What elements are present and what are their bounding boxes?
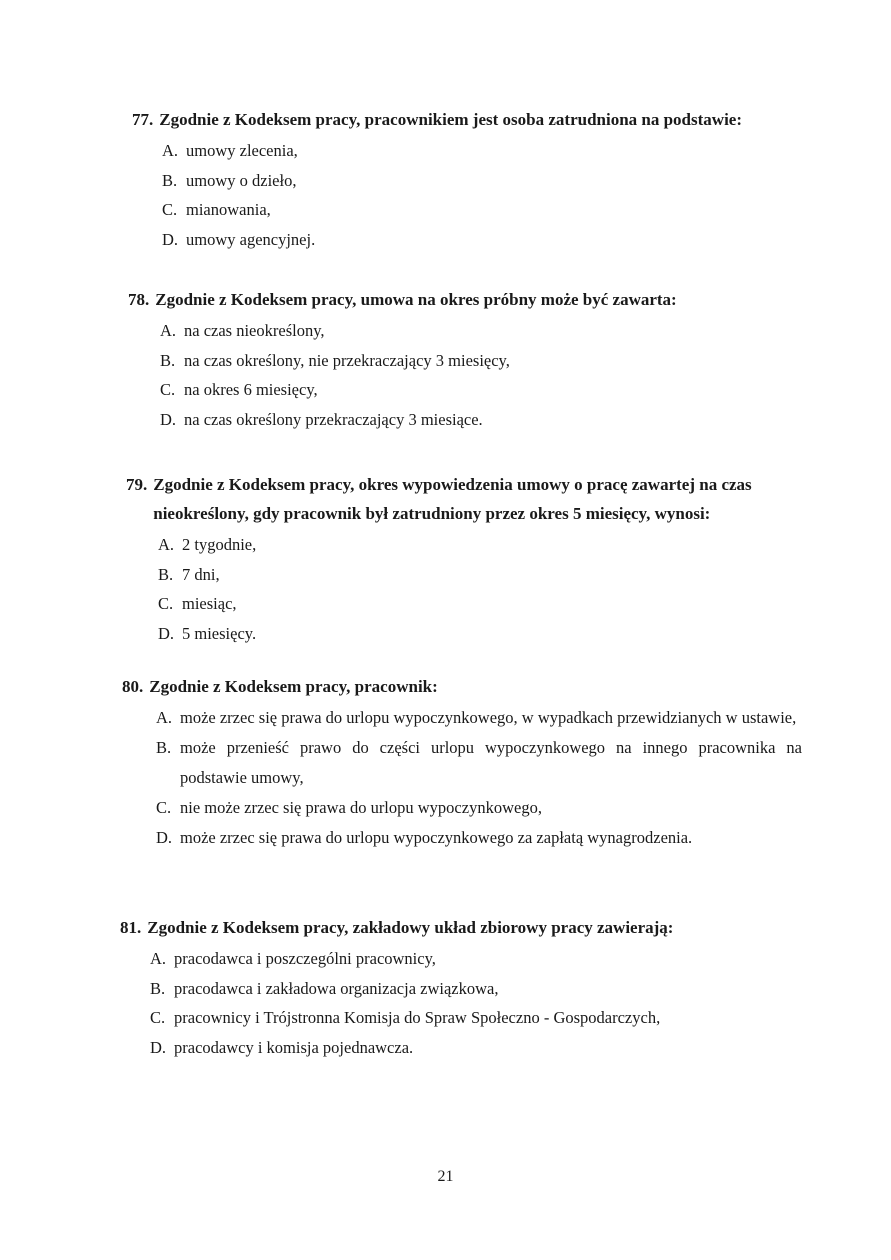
answer-letter: B.	[160, 350, 176, 370]
question-80	[122, 673, 802, 853]
answer-text: 2 tygodnie,	[182, 535, 257, 554]
answer-option	[158, 589, 798, 619]
answer-letter: D.	[158, 623, 175, 643]
answer-text: może przenieść prawo do części urlopu wypoczynkowego na innego pracownika na podstawie umowy,	[180, 738, 802, 787]
answer-option	[150, 1033, 820, 1063]
answer-letter: C.	[162, 200, 178, 219]
question-number: 80.	[122, 677, 144, 696]
answer-option	[150, 974, 820, 1004]
question-text: Zgodnie z Kodeksem pracy, umowa na okres próbny może być zawarta:	[155, 290, 677, 309]
question-number: 81.	[120, 918, 142, 937]
question-number: 77.	[132, 110, 154, 129]
answer-text: umowy agencyjnej.	[186, 229, 316, 249]
answer-letter: D.	[150, 1037, 167, 1057]
answer-list	[162, 136, 832, 254]
answer-text: pracodawca i poszczególni pracownicy,	[174, 949, 436, 968]
answer-option	[158, 560, 798, 590]
answer-option	[162, 166, 832, 196]
question-text: Zgodnie z Kodeksem pracy, pracownikiem jest osoba zatrudniona na podstawie:	[159, 110, 742, 129]
answer-text: pracownicy i Trójstronna Komisja do Spraw Społeczno - Gospodarczych,	[174, 1008, 661, 1027]
answer-letter: C.	[150, 1008, 166, 1027]
answer-option	[162, 195, 832, 225]
answer-letter: A.	[162, 141, 179, 160]
answer-text: pracodawca i zakładowa organizacja związkowa,	[174, 978, 499, 998]
answer-option	[162, 225, 832, 255]
answer-text: na okres 6 miesięcy,	[184, 380, 318, 399]
question-header	[132, 106, 832, 134]
answer-option	[158, 530, 798, 560]
question-81	[120, 914, 820, 1062]
answer-option	[156, 703, 802, 733]
answer-list	[156, 703, 802, 853]
answer-text: na czas określony przekraczający 3 miesiące.	[184, 409, 483, 429]
answer-list	[160, 316, 828, 434]
answer-option	[150, 944, 820, 974]
page-number: 21	[437, 1168, 454, 1185]
question-header	[122, 673, 802, 701]
answer-letter: D.	[156, 828, 173, 847]
question-header	[120, 914, 820, 942]
answer-letter: B.	[162, 170, 178, 190]
answer-text: na czas nieokreślony,	[184, 321, 325, 340]
answer-text: umowy zlecenia,	[186, 141, 298, 160]
answer-option	[160, 375, 828, 405]
answer-letter: B.	[158, 564, 174, 584]
answer-letter: C.	[158, 594, 174, 613]
question-text: Zgodnie z Kodeksem pracy, pracownik:	[149, 677, 438, 696]
answer-letter: C.	[160, 380, 176, 399]
answer-option	[162, 136, 832, 166]
question-text: Zgodnie z Kodeksem pracy, okres wypowiedzenia umowy o pracę zawartej na czas nieokreślony, gdy pracownik był zatrudniony przez okres 5 miesięcy, wynosi:	[153, 475, 752, 523]
answer-text: na czas określony, nie przekraczający 3 miesięcy,	[184, 350, 510, 370]
answer-text: 5 miesięcy.	[182, 623, 257, 643]
answer-list	[150, 944, 820, 1062]
question-77	[132, 106, 832, 254]
answer-list	[158, 530, 798, 648]
answer-letter: A.	[156, 708, 173, 727]
answer-option	[160, 346, 828, 376]
answer-text: może zrzec się prawa do urlopu wypoczynkowego, w wypadkach przewidzianych w ustawie,	[180, 708, 797, 727]
answer-letter: B.	[156, 738, 172, 757]
answer-letter: D.	[162, 229, 179, 249]
question-number: 78.	[128, 290, 150, 309]
answer-text: 7 dni,	[182, 564, 220, 584]
question-78	[128, 286, 828, 434]
answer-option	[158, 619, 798, 649]
answer-option	[160, 316, 828, 346]
answer-text: umowy o dzieło,	[186, 170, 297, 190]
answer-text: mianowania,	[186, 200, 271, 219]
answer-letter: A.	[160, 321, 177, 340]
answer-text: pracodawcy i komisja pojednawcza.	[174, 1037, 414, 1057]
question-header	[128, 286, 828, 314]
answer-letter: A.	[150, 949, 167, 968]
answer-option	[156, 793, 802, 823]
answer-text: miesiąc,	[182, 594, 237, 613]
answer-letter: C.	[156, 798, 172, 817]
question-79	[126, 470, 798, 648]
answer-option	[156, 823, 802, 853]
answer-option	[160, 405, 828, 435]
answer-letter: D.	[160, 409, 177, 429]
answer-text: może zrzec się prawa do urlopu wypoczynkowego za zapłatą wynagrodzenia.	[180, 828, 693, 847]
question-header	[126, 470, 798, 528]
question-number: 79.	[126, 475, 148, 494]
answer-option	[156, 733, 802, 793]
question-text: Zgodnie z Kodeksem pracy, zakładowy układ zbiorowy pracy zawierają:	[147, 918, 674, 937]
answer-text: nie może zrzec się prawa do urlopu wypoczynkowego,	[180, 798, 542, 817]
answer-letter: B.	[150, 978, 166, 998]
answer-letter: A.	[158, 535, 175, 554]
answer-option	[150, 1003, 820, 1033]
